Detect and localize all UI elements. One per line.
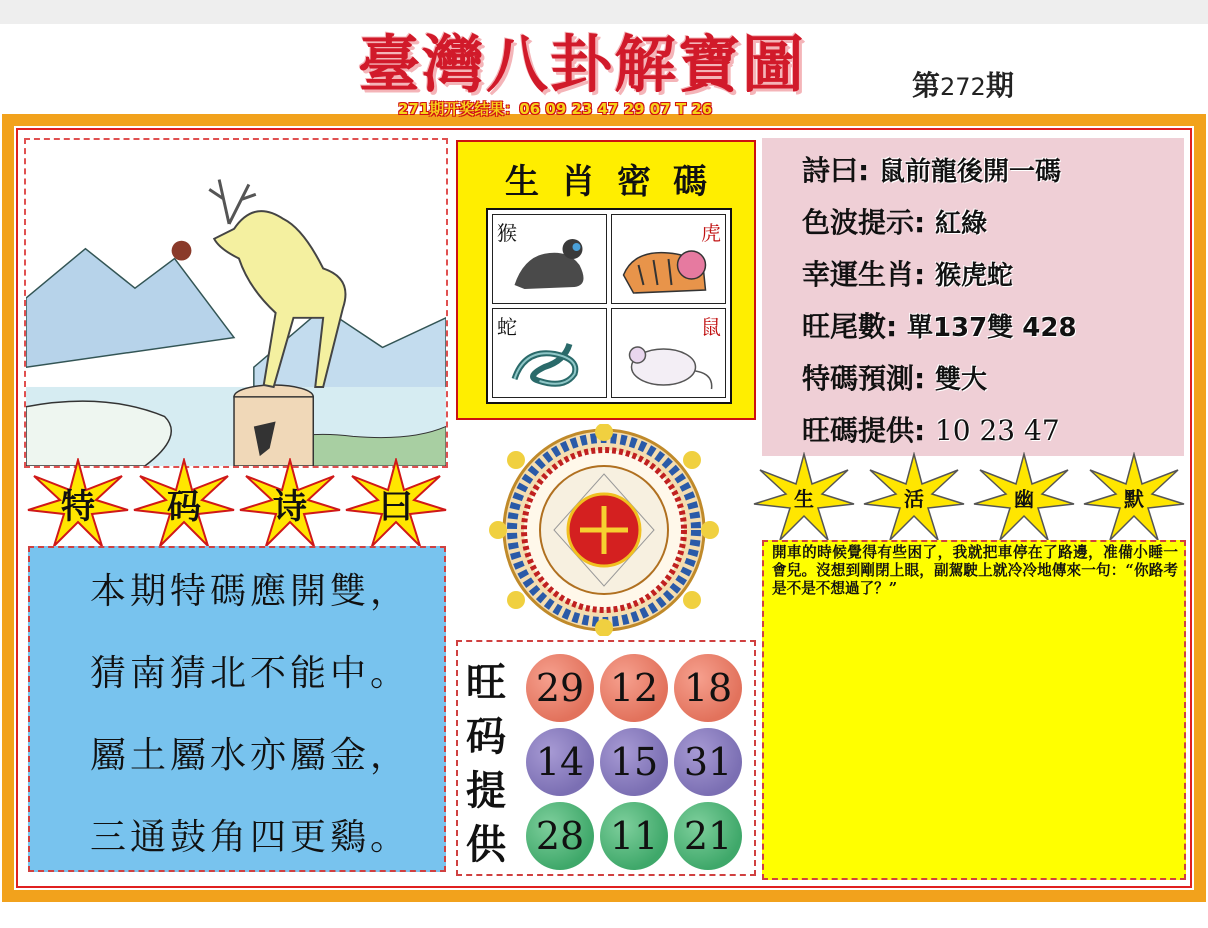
star-char: 特 xyxy=(61,486,95,527)
number-ball: 12 xyxy=(600,654,668,722)
star-badge xyxy=(344,458,448,548)
lucky-zodiac-row xyxy=(802,252,1013,298)
star-char: 生 xyxy=(794,486,814,511)
deer-landscape-illustration xyxy=(24,138,448,468)
star-badge xyxy=(132,458,236,548)
star-badge xyxy=(1082,452,1186,542)
zodiac-code-panel xyxy=(456,140,756,420)
snake-icon xyxy=(492,308,607,398)
zodiac-glyph: 鼠 xyxy=(701,315,721,339)
number-ball: 29 xyxy=(526,654,594,722)
humor-story-panel xyxy=(762,540,1186,880)
label-char: 旺 xyxy=(466,659,506,706)
row-label: 詩曰: xyxy=(802,154,870,187)
star-badge xyxy=(862,452,966,542)
row-value: 單137雙 428 xyxy=(906,313,1077,343)
star-char: 默 xyxy=(1124,486,1144,511)
row-value: 紅綠 xyxy=(934,209,987,239)
story-text: 開車的時候覺得有些困了，我就把車停在了路邊，准備小睡一會兒。沒想到剛閉上眼，副駕駛上就冷冷地傳來一句：“你路考是不是不想過了？” xyxy=(772,544,1178,597)
lucky-numbers-label xyxy=(464,656,508,872)
label-char: 码 xyxy=(466,713,506,760)
row-label: 特碼預測: xyxy=(802,362,926,395)
issue-num: 272 xyxy=(940,73,986,101)
top-strip xyxy=(0,0,1208,24)
number-ball: 18 xyxy=(674,654,742,722)
previous-results: 271期开奖结果：06 09 23 47 29 07 T 26 xyxy=(398,100,713,118)
star-char: 幽 xyxy=(1014,486,1034,511)
page-title: 臺灣八卦解寶圖 xyxy=(358,28,807,101)
row-value: 鼠前龍後開一碼 xyxy=(878,157,1061,187)
number-ball: 15 xyxy=(600,728,668,796)
star-badge xyxy=(752,452,856,542)
color-wave-row xyxy=(802,200,987,246)
poem-panel xyxy=(28,546,446,872)
bagua-compass-icon xyxy=(486,424,722,636)
issue-suffix: 期 xyxy=(985,69,1014,102)
monkey-icon xyxy=(492,214,607,304)
number-ball: 11 xyxy=(600,802,668,870)
star-char: 诗 xyxy=(273,486,307,527)
lucky-numbers-panel xyxy=(456,640,756,876)
number-ball: 31 xyxy=(674,728,742,796)
label-char: 提 xyxy=(466,767,506,814)
rat-icon xyxy=(611,308,726,398)
poem-line: 屬土屬水亦屬金， xyxy=(90,735,411,776)
tiger-icon xyxy=(611,214,726,304)
poem-line: 本期特碼應開雙， xyxy=(90,571,411,612)
star-badge xyxy=(972,452,1076,542)
prediction-info-panel xyxy=(762,138,1184,456)
special-prediction-row xyxy=(802,356,987,402)
issue-prefix: 第 xyxy=(912,69,941,102)
zodiac-grid xyxy=(486,208,732,404)
star-badge xyxy=(26,458,130,548)
number-ball: 21 xyxy=(674,802,742,870)
star-char: 码 xyxy=(167,486,201,527)
row-label: 旺碼提供: xyxy=(802,414,926,447)
zodiac-glyph: 蛇 xyxy=(497,315,517,339)
label-char: 供 xyxy=(466,821,506,868)
row-label: 幸運生肖: xyxy=(802,258,926,291)
hot-numbers-row xyxy=(802,408,1060,454)
row-value: 雙大 xyxy=(934,365,987,395)
poem-line: 三通鼓角四更鷄。 xyxy=(90,817,411,858)
row-label: 色波提示: xyxy=(802,206,926,239)
zodiac-panel-title: 生肖密碼 xyxy=(505,162,729,202)
star-char: 活 xyxy=(904,486,924,511)
poem-line: 猜南猜北不能中。 xyxy=(90,653,411,694)
number-ball: 14 xyxy=(526,728,594,796)
tail-number-row xyxy=(802,304,1077,350)
row-value: 猴虎蛇 xyxy=(934,261,1013,291)
zodiac-glyph: 猴 xyxy=(497,221,517,245)
star-badge xyxy=(238,458,342,548)
row-value: 10 23 47 xyxy=(934,414,1060,447)
number-ball: 28 xyxy=(526,802,594,870)
issue-number xyxy=(912,66,1014,106)
zodiac-glyph: 虎 xyxy=(701,221,721,245)
poem-hint-row xyxy=(802,148,1061,194)
row-label: 旺尾數: xyxy=(802,310,898,343)
star-char: 曰 xyxy=(379,486,413,527)
